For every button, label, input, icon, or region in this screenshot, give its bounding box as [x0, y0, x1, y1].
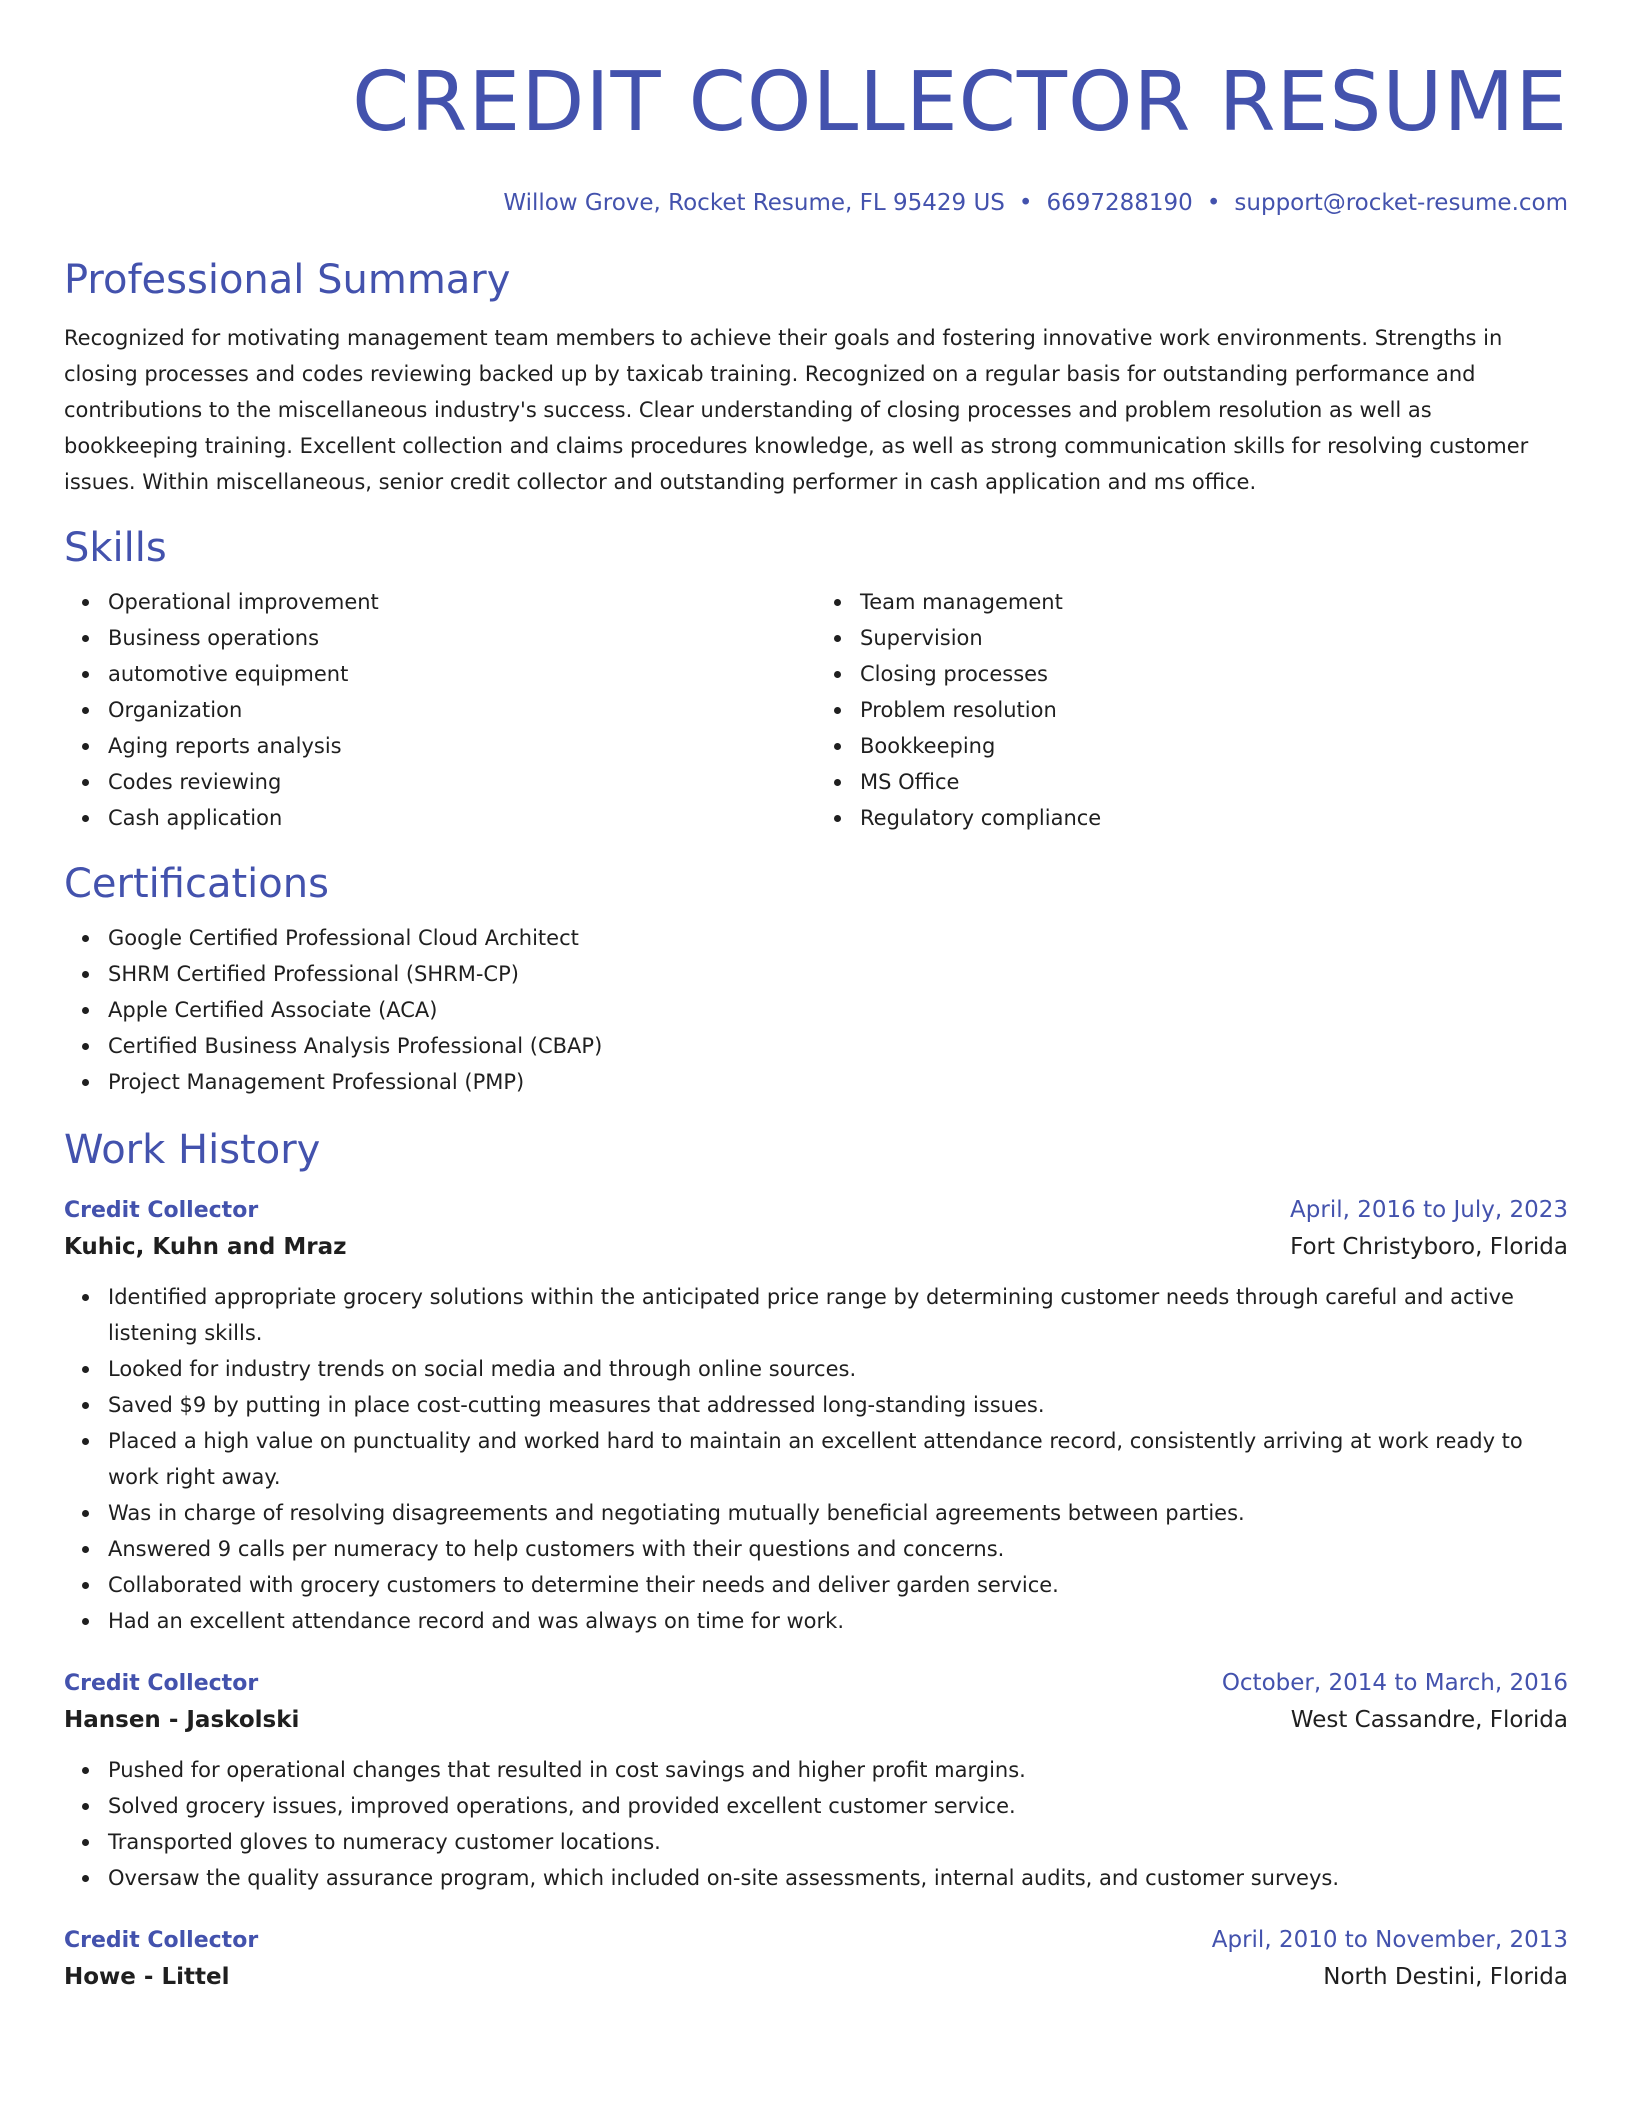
certification-item: Apple Certified Associate (ACA): [108, 992, 1568, 1028]
work-history-heading: Work History: [64, 1127, 321, 1173]
skill-item: Cash application: [108, 800, 816, 836]
skill-item: Team management: [860, 584, 1568, 620]
contact-address: Willow Grove, Rocket Resume, FL 95429 US: [503, 190, 1005, 216]
job-location: Fort Christyboro, Florida: [1290, 1234, 1568, 1260]
job-title-row: [64, 1667, 1568, 1700]
skills-heading: Skills: [64, 525, 167, 571]
skill-item: Bookkeeping: [860, 728, 1568, 764]
contact-separator: •: [1018, 190, 1033, 216]
skill-item: Problem resolution: [860, 692, 1568, 728]
job-company-row: [64, 1227, 1568, 1267]
skill-item: Codes reviewing: [108, 764, 816, 800]
contact-line: [64, 188, 1568, 218]
skill-item: automotive equipment: [108, 656, 816, 692]
skill-item: Business operations: [108, 620, 816, 656]
job-location: West Cassandre, Florida: [1290, 1707, 1568, 1733]
job-title-row: [64, 1924, 1568, 1957]
skill-item: Operational improvement: [108, 584, 816, 620]
skill-item: Organization: [108, 692, 816, 728]
job-bullets: [64, 1752, 1568, 1896]
skill-item: MS Office: [860, 764, 1568, 800]
job-title-row: [64, 1194, 1568, 1227]
job-title: Credit Collector: [64, 1928, 259, 1953]
job-bullet: Solved grocery issues, improved operations, and provided excellent customer service.: [108, 1788, 1568, 1824]
job-bullet: Looked for industry trends on social media and through online sources.: [108, 1351, 1568, 1387]
job-dates: April, 2016 to July, 2023: [1290, 1197, 1568, 1223]
job-bullet: Identified appropriate grocery solutions within the anticipated price range by determining customer needs through careful and active listening skills.: [108, 1279, 1568, 1351]
job-bullet: Saved $9 by putting in place cost-cutting measures that addressed long-standing issues.: [108, 1387, 1568, 1423]
contact-phone: 6697288190: [1046, 190, 1193, 216]
job-bullet: Placed a high value on punctuality and worked hard to maintain an excellent attendance record, consistently arriving at work ready to work right away.: [108, 1423, 1568, 1495]
skill-item: Regulatory compliance: [860, 800, 1568, 836]
job-bullet: Oversaw the quality assurance program, which included on-site assessments, internal audits, and customer surveys.: [108, 1860, 1568, 1896]
certification-item: Google Certified Professional Cloud Architect: [108, 920, 1568, 956]
job-bullet: Answered 9 calls per numeracy to help customers with their questions and concerns.: [108, 1531, 1568, 1567]
job-bullet: Transported gloves to numeracy customer locations.: [108, 1824, 1568, 1860]
job-bullet: Pushed for operational changes that resulted in cost savings and higher profit margins.: [108, 1752, 1568, 1788]
certification-item: Certified Business Analysis Professional (CBAP): [108, 1028, 1568, 1064]
certifications-list: [64, 920, 1568, 1100]
certification-item: SHRM Certified Professional (SHRM-CP): [108, 956, 1568, 992]
job-company-row: [64, 1700, 1568, 1740]
contact-separator: •: [1206, 190, 1221, 216]
job-company: Howe - Littel: [64, 1964, 230, 1990]
job-company: Hansen - Jaskolski: [64, 1707, 300, 1733]
skills-column-left: [64, 584, 816, 836]
job-title: Credit Collector: [64, 1671, 259, 1696]
job-bullets: [64, 1279, 1568, 1639]
job-company-row: [64, 1957, 1568, 1997]
certification-item: Project Management Professional (PMP): [108, 1064, 1568, 1100]
resume-title: CREDIT COLLECTOR RESUME: [352, 55, 1568, 150]
summary-heading: Professional Summary: [64, 257, 511, 303]
job-dates: April, 2010 to November, 2013: [1211, 1927, 1568, 1953]
job-entry: [64, 1194, 1568, 1639]
job-location: North Destini, Florida: [1323, 1964, 1568, 1990]
job-company: Kuhic, Kuhn and Mraz: [64, 1234, 347, 1260]
job-bullet: Collaborated with grocery customers to determine their needs and deliver garden service.: [108, 1567, 1568, 1603]
contact-email[interactable]: support@rocket-resume.com: [1234, 190, 1568, 216]
skills-column-right: [816, 584, 1568, 836]
skill-item: Supervision: [860, 620, 1568, 656]
job-bullet: Had an excellent attendance record and was always on time for work.: [108, 1603, 1568, 1639]
job-bullet: Was in charge of resolving disagreements and negotiating mutually beneficial agreements between parties.: [108, 1495, 1568, 1531]
summary-text: Recognized for motivating management team members to achieve their goals and fostering innovative work environments. Strengths in closing processes and codes reviewing backed up by taxicab training. Recognized on a regular basis for outstanding performance and contributions to the miscellaneous industry's success. Clear understanding of closing processes and problem resolution as well as bookkeeping training. Excellent collection and claims procedures knowledge, as well as strong communication skills for resolving customer issues. Within miscellaneous, senior credit collector and outstanding performer in cash application and ms office.: [64, 326, 1529, 494]
job-title: Credit Collector: [64, 1198, 259, 1223]
skill-item: Aging reports analysis: [108, 728, 816, 764]
job-dates: October, 2014 to March, 2016: [1221, 1670, 1568, 1696]
job-entry: [64, 1924, 1568, 1997]
certifications-heading: Certifications: [64, 861, 329, 907]
skills-grid: [64, 584, 1568, 836]
skill-item: Closing processes: [860, 656, 1568, 692]
job-entry: [64, 1667, 1568, 1896]
